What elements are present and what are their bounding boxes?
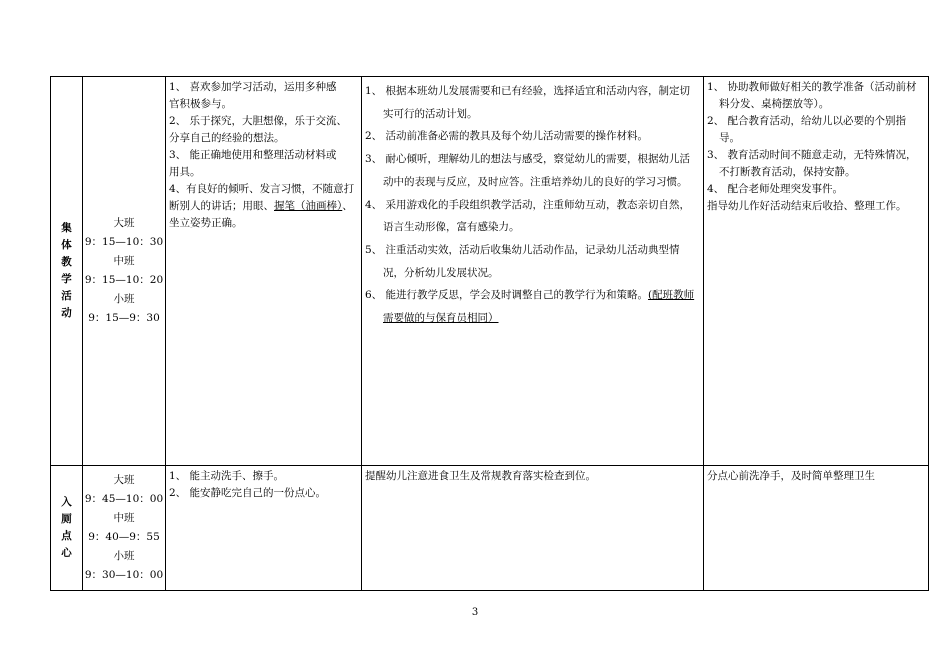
goal-item: 1、 能主动洗手、擦手。 xyxy=(169,470,285,482)
category-cell xyxy=(51,466,83,591)
goal-item-cont: 用具。 xyxy=(169,166,201,178)
time-range: 9：15—9：30 xyxy=(88,312,160,324)
goal-text: 、坐立姿势正确。 xyxy=(169,200,353,229)
caregiver-item: 3、 教育活动时间不随意走动，无特殊情况，不打断教育活动，保持安静。 xyxy=(707,149,917,178)
category-char: 集 xyxy=(61,222,72,234)
category-cell xyxy=(51,77,83,466)
category-char: 体 xyxy=(61,239,72,251)
caregiver-item: 2、 配合教育活动，给幼儿以必要的个别指导。 xyxy=(707,115,907,144)
caregiver-item: 4、 配合老师处理突发事件。 xyxy=(707,183,844,195)
goal-text: 4、有良好的倾听、发言习惯，不随意打断别人的讲话；用眼、 xyxy=(169,183,355,212)
time-cell xyxy=(83,77,166,466)
category-char: 教 xyxy=(61,256,72,268)
category-char: 心 xyxy=(61,547,72,559)
class-label: 大班 xyxy=(113,217,135,229)
goal-item: 3、 能正确地使用和整理活动材料或 xyxy=(169,149,337,161)
teacher-item: 2、 活动前准备必需的教具及每个幼儿活动需要的操作材料。 xyxy=(365,130,649,143)
category-char: 点 xyxy=(61,530,72,542)
child-goals-cell xyxy=(166,466,362,591)
time-range: 9：45—10：00 xyxy=(84,493,164,505)
goal-item-cont: 分享自己的经验的想法。 xyxy=(169,132,285,144)
class-label: 小班 xyxy=(113,550,135,562)
teacher-item: 提醒幼儿注意进食卫生及常规教育落实检查到位。 xyxy=(365,470,596,482)
time-cell xyxy=(83,466,166,591)
caregiver-item: 1、 协助教师做好相关的教学准备（活动前材料分发、桌椅摆放等）。 xyxy=(707,81,917,110)
class-label: 小班 xyxy=(113,293,135,305)
class-label: 中班 xyxy=(113,512,135,524)
goal-item: 2、 乐于探究，大胆想像，乐于交流、 xyxy=(169,115,348,127)
teacher-underlined: (配班教师需要做的与保育员相同） xyxy=(383,289,695,325)
time-range: 9：40—9：55 xyxy=(88,531,160,543)
category-char: 入 xyxy=(61,496,72,508)
teacher-item: 5、 注重活动实效，活动后收集幼儿活动作品，记录幼儿活动典型情况，分析幼儿发展状况。 xyxy=(365,243,680,279)
teacher-item: 4、 采用游戏化的手段组织教学活动，注重师幼互动，教态亲切自然，语言生动形像，富有感染力。 xyxy=(365,198,691,234)
child-goals-cell xyxy=(166,77,362,466)
category-char: 厕 xyxy=(61,513,72,525)
table-row xyxy=(51,466,929,591)
goal-item: 1、 喜欢参加学习活动，运用多种感 xyxy=(169,81,337,93)
caregiver-duties-cell xyxy=(704,466,929,591)
caregiver-duties-cell xyxy=(704,77,929,466)
table-row xyxy=(51,77,929,466)
caregiver-item: 分点心前洗净手，及时简单整理卫生 xyxy=(707,470,875,482)
goal-item-cont: 官积极参与。 xyxy=(169,98,232,110)
goal-underlined: 握笔（油画棒） xyxy=(274,200,343,212)
goal-item xyxy=(169,181,358,232)
time-range: 9：15—10：30 xyxy=(84,236,164,248)
category-char: 活 xyxy=(61,290,72,302)
teacher-duties-cell xyxy=(362,466,704,591)
page-number: 3 xyxy=(471,607,479,618)
category-char: 学 xyxy=(61,273,72,285)
time-range: 9：30—10：00 xyxy=(84,569,164,581)
category-char: 动 xyxy=(61,307,72,319)
teacher-item xyxy=(365,284,700,329)
teacher-text: 6、 能进行教学反思，学会及时调整自己的教学行为和策略。 xyxy=(365,289,649,302)
teacher-item: 3、 耐心倾听，理解幼儿的想法与感受，察觉幼儿的需要，根据幼儿活动中的表现与反应，及时应答。注重培养幼儿的良好的学习习惯。 xyxy=(365,153,691,188)
schedule-table xyxy=(50,76,929,591)
caregiver-item: 指导幼儿作好活动结束后收拾、整理工作。 xyxy=(707,200,907,212)
time-range: 9：15—10：20 xyxy=(84,274,164,286)
class-label: 大班 xyxy=(113,474,135,486)
class-label: 中班 xyxy=(113,255,135,267)
teacher-item: 1、 根据本班幼儿发展需要和已有经验，选择适宜和活动内容，制定切实可行的活动计划。 xyxy=(365,85,691,120)
teacher-duties-cell xyxy=(362,77,704,466)
goal-item: 2、 能安静吃完自己的一份点心。 xyxy=(169,487,327,499)
